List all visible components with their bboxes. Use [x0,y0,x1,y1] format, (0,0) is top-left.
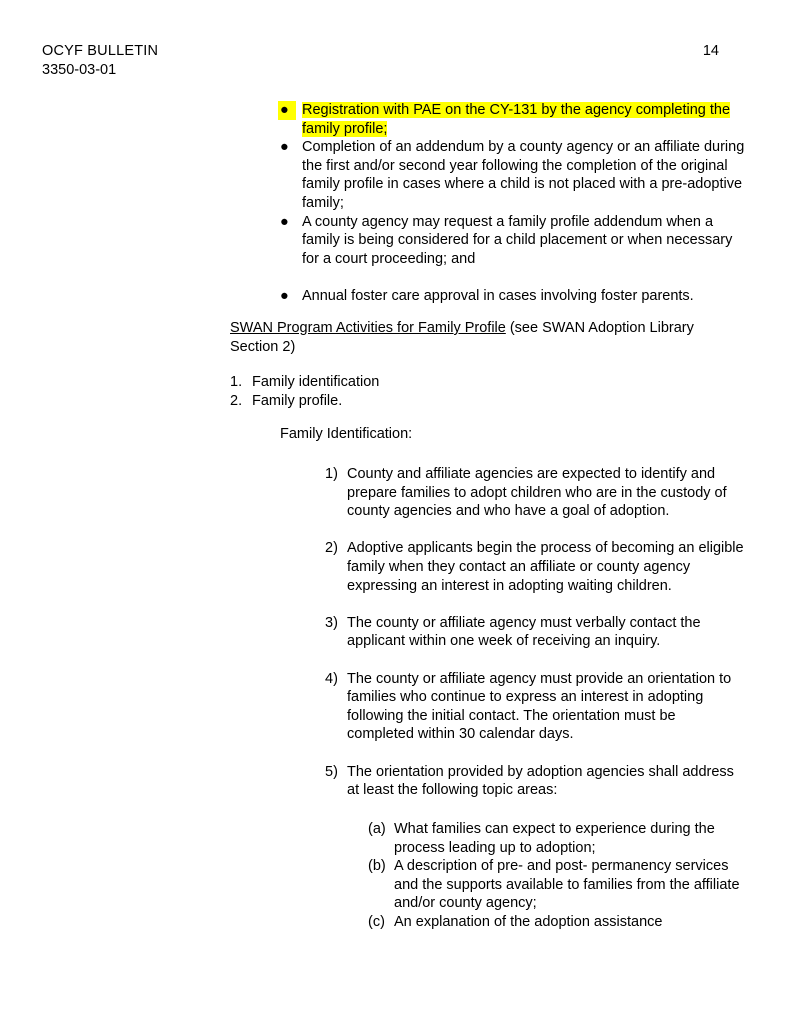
bullet-text: Annual foster care approval in cases involving foster parents. [302,287,694,304]
list-item [325,614,745,651]
list-item-text: What families can expect to experience during the process leading up to adoption; [394,821,715,856]
list-item [325,465,745,521]
list-item [280,287,745,306]
decimal-list [230,373,730,410]
list-item-text: Family identification [252,374,380,390]
list-marker: (c) [368,913,385,930]
list-item [280,213,745,269]
list-item [230,392,730,411]
list-item [230,373,730,392]
list-item-text: A description of pre- and post- permanency services and the supports available to families from the affiliate and/or county agency; [394,858,740,912]
bulletin-number: 3350-03-01 [42,61,117,78]
bullet-text-highlighted: Registration with PAE on the CY-131 by the agency completing the family profile; [302,102,731,137]
list-marker: 3) [325,614,338,631]
list-item [325,539,745,595]
sub-heading: Family Identification: [280,426,413,442]
list-marker: 2) [325,540,338,557]
page-header [42,42,719,79]
list-item-text: An explanation of the adoption assistance [394,913,663,930]
bullet-text: Completion of an addendum by a county agency or an affiliate during the first and/or second year following the completion of the original family profile in cases where a child is not placed with a pre-adoptive family; [302,139,745,211]
list-item-text: The county or affiliate agency must verbally contact the applicant within one week of receiving an inquiry. [347,614,701,650]
list-marker: 5) [325,763,338,780]
bullet-marker-icon: ● [278,101,296,120]
list-marker: (b) [368,858,386,875]
list-item-text: The orientation provided by adoption agencies shall address at least the following topic areas: [347,763,734,799]
list-marker: 1) [325,466,338,482]
list-item [368,857,746,913]
list-item [368,820,746,857]
list-marker: 4) [325,670,338,687]
bullet-list [280,101,745,306]
list-item-text: Adoptive applicants begin the process of becoming an eligible family when they contact an affiliate or county agency expressing an interest in adopting waiting children. [347,540,744,594]
list-item [368,913,746,932]
list-marker: (a) [368,821,386,837]
bullet-text: A county agency may request a family profile addendum when a family is being considered for a child placement or when necessary for a court proceeding; and [302,213,733,267]
list-item-text: The county or affiliate agency must provide an orientation to families who continue to express an interest in adopting following the initial contact. The orientation must be completed within 30 calendar days. [347,670,732,743]
bullet-marker-icon: ● [280,139,289,156]
list-item-text: County and affiliate agencies are expected to identify and prepare families to adopt children who are in the custody of county agencies and who have a goal of adoption. [347,466,727,520]
bullet-marker-icon: ● [280,287,289,304]
section-heading [230,319,746,356]
list-marker: 1. [230,374,243,390]
list-item [280,138,745,212]
bulletin-title: OCYF BULLETIN [42,43,159,59]
list-item [325,763,745,800]
alpha-list [368,820,746,932]
list-item-text: Family profile. [252,392,343,409]
numbered-paren-list [325,465,745,800]
header-top-row [42,42,719,61]
section-heading-underlined: SWAN Program Activities for Family Profile [230,320,506,336]
list-marker: 2. [230,392,243,409]
bullet-marker-icon: ● [280,213,289,230]
section-heading-note: (see SWAN Adoption Library Section 2) [230,320,694,355]
list-item [325,670,745,744]
list-item [280,101,745,138]
page-number: 14 [702,43,719,59]
